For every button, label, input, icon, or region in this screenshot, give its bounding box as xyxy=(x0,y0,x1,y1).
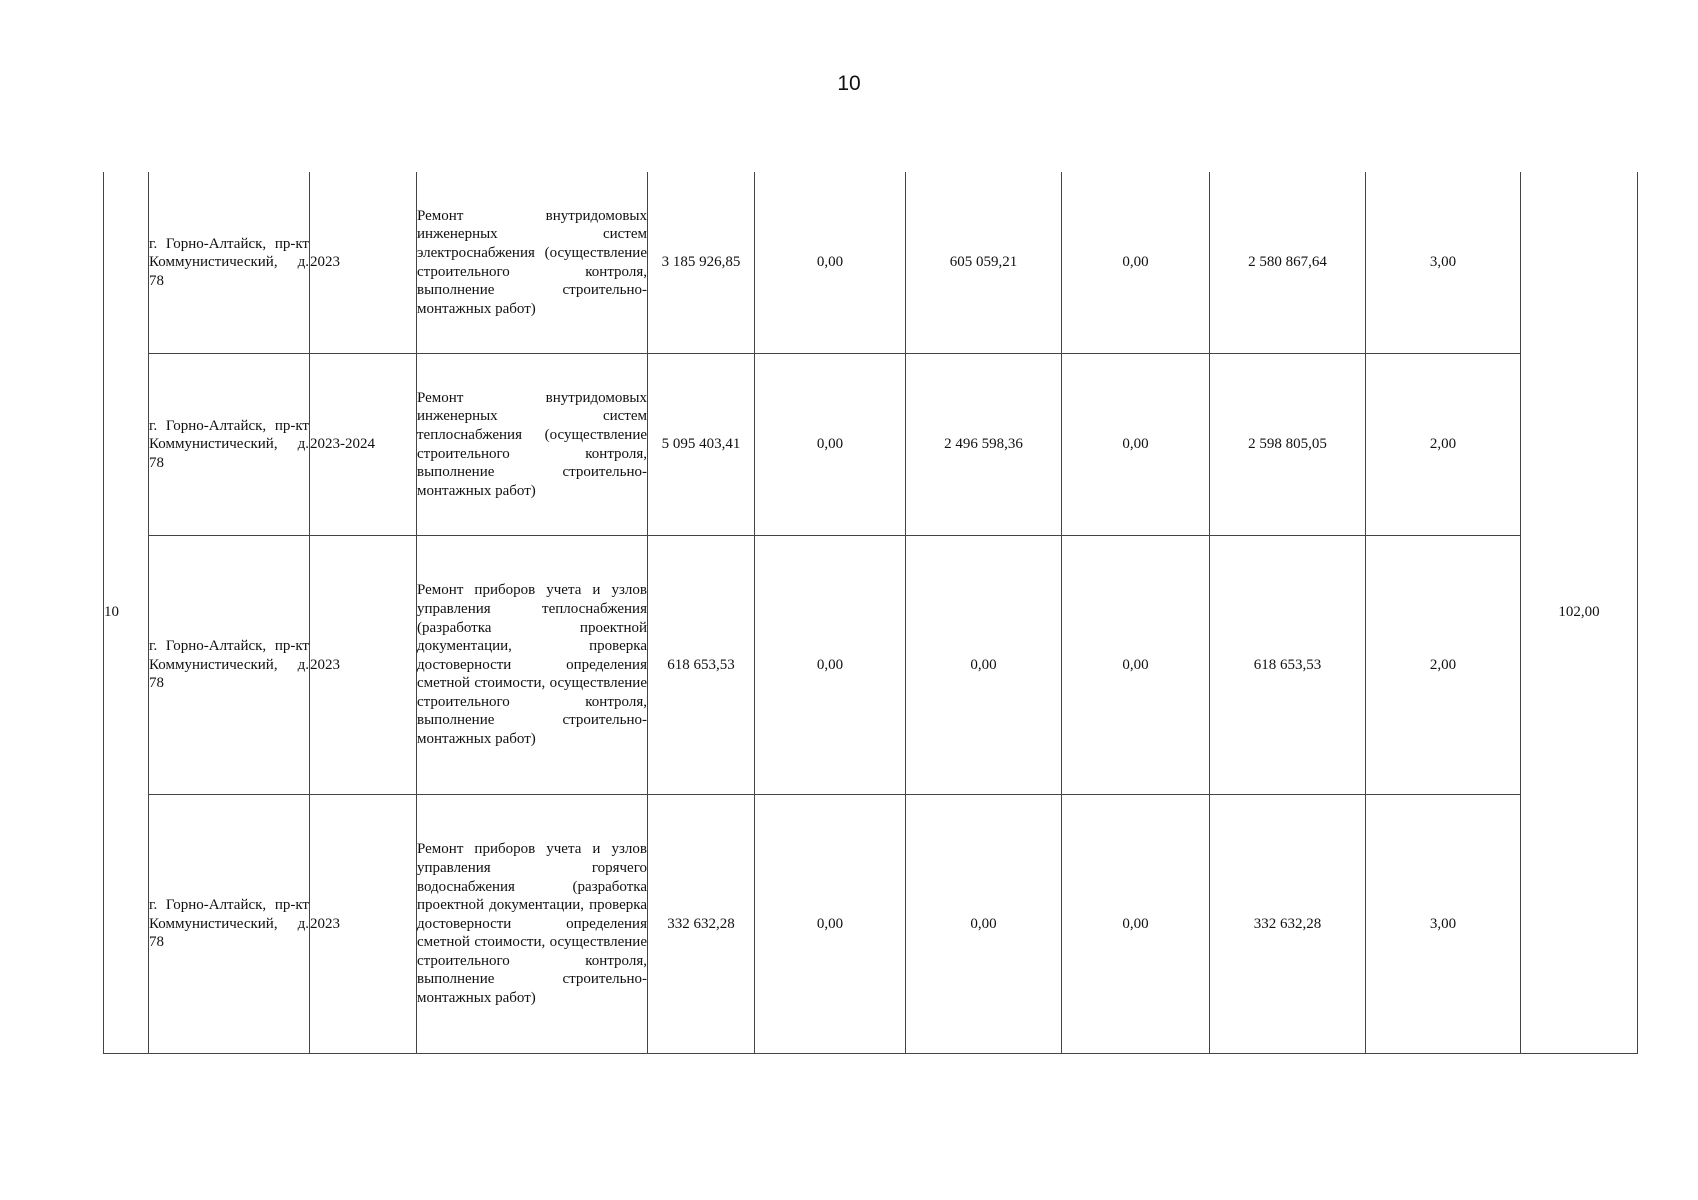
value-cell: 0,00 xyxy=(906,536,1062,795)
value-cell: 3,00 xyxy=(1366,795,1521,1054)
work-description-cell: Ремонт внутридомовых инженерных систем теплоснабжения (осуществление строительного контроля, выполнение строительно-монтажных работ) xyxy=(417,354,648,536)
group-total-cell: 102,00 xyxy=(1521,172,1638,1054)
value-cell: 618 653,53 xyxy=(648,536,755,795)
value-cell: 2 496 598,36 xyxy=(906,354,1062,536)
work-description-cell: Ремонт приборов учета и узлов управления горячего водоснабжения (разработка проектной документации, проверка достоверности определения сметной стоимости, осуществление строительного контроля, выполнение строительно-монтажных работ) xyxy=(417,795,648,1054)
address-cell: г. Горно-Алтайск, пр-кт Коммунистический, д. 78 xyxy=(149,795,310,1054)
group-number-cell: 10 xyxy=(104,172,149,1054)
value-cell: 2,00 xyxy=(1366,536,1521,795)
value-cell: 0,00 xyxy=(1062,795,1210,1054)
address-cell: г. Горно-Алтайск, пр-кт Коммунистический, д. 78 xyxy=(149,536,310,795)
value-cell: 0,00 xyxy=(755,536,906,795)
period-cell: 2023-2024 xyxy=(310,354,417,536)
period-cell: 2023 xyxy=(310,536,417,795)
work-description-cell: Ремонт внутридомовых инженерных систем электроснабжения (осуществление строительного контроля, выполнение строительно-монтажных работ) xyxy=(417,172,648,354)
value-cell: 332 632,28 xyxy=(1210,795,1366,1054)
table-row xyxy=(104,354,1638,536)
address-cell: г. Горно-Алтайск, пр-кт Коммунистический, д. 78 xyxy=(149,354,310,536)
value-cell: 2 598 805,05 xyxy=(1210,354,1366,536)
value-cell: 0,00 xyxy=(1062,354,1210,536)
value-cell: 0,00 xyxy=(906,795,1062,1054)
address-cell: г. Горно-Алтайск, пр-кт Коммунистический, д. 78 xyxy=(149,172,310,354)
value-cell: 5 095 403,41 xyxy=(648,354,755,536)
period-cell: 2023 xyxy=(310,172,417,354)
value-cell: 2 580 867,64 xyxy=(1210,172,1366,354)
repair-works-table xyxy=(103,172,1638,1054)
value-cell: 332 632,28 xyxy=(648,795,755,1054)
work-description-cell: Ремонт приборов учета и узлов управления теплоснабжения (разработка проектной документации, проверка достоверности определения сметной стоимости, осуществление строительного контроля, выполнение строительно-монтажных работ) xyxy=(417,536,648,795)
page-number: 10 xyxy=(837,72,861,95)
value-cell: 3 185 926,85 xyxy=(648,172,755,354)
value-cell: 2,00 xyxy=(1366,354,1521,536)
value-cell: 3,00 xyxy=(1366,172,1521,354)
value-cell: 0,00 xyxy=(755,172,906,354)
value-cell: 0,00 xyxy=(755,795,906,1054)
value-cell: 0,00 xyxy=(1062,172,1210,354)
table-row xyxy=(104,536,1638,795)
period-cell: 2023 xyxy=(310,795,417,1054)
value-cell: 0,00 xyxy=(755,354,906,536)
table-row xyxy=(104,795,1638,1054)
value-cell: 618 653,53 xyxy=(1210,536,1366,795)
value-cell: 0,00 xyxy=(1062,536,1210,795)
table-row xyxy=(104,172,1638,354)
value-cell: 605 059,21 xyxy=(906,172,1062,354)
